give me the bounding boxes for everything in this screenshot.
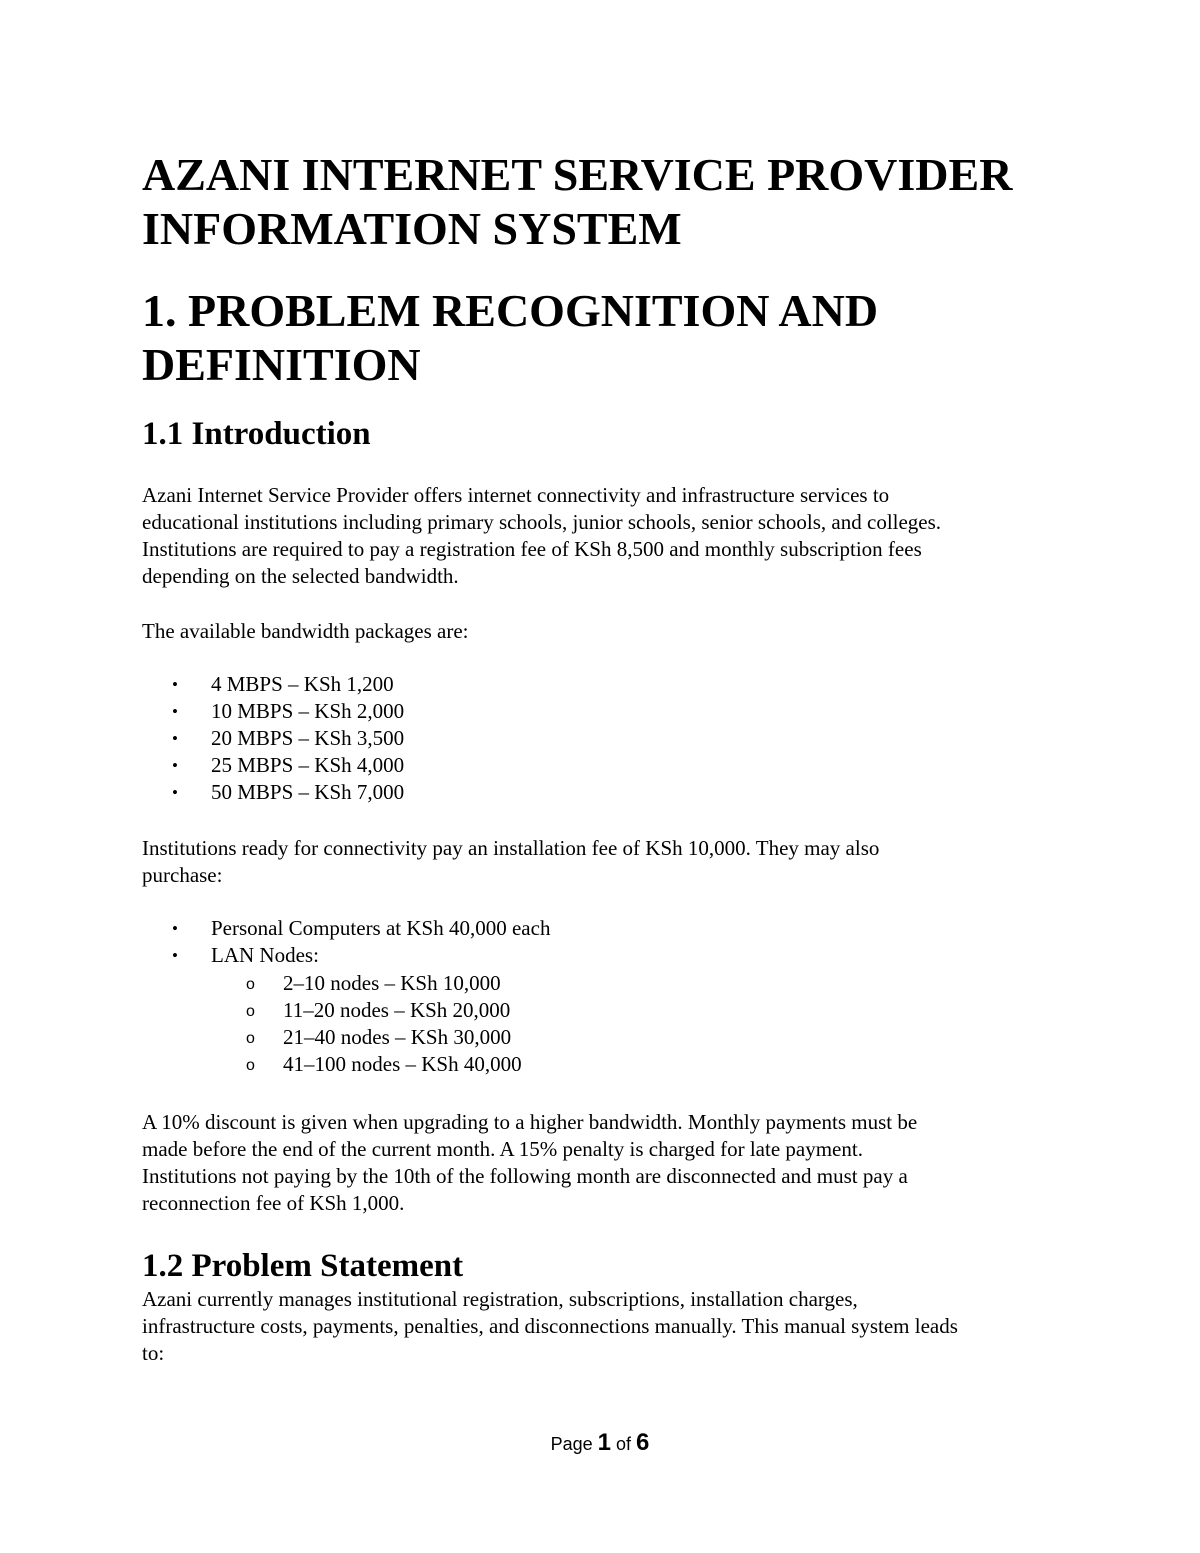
paragraph-line: reconnection fee of KSh 1,000.: [142, 1191, 405, 1215]
bullet-icon: •: [172, 783, 178, 802]
list-item: [0, 1051, 522, 1078]
introduction-paragraph: [142, 482, 941, 590]
paragraph-line: depending on the selected bandwidth.: [142, 564, 459, 588]
package-text: 25 MBPS – KSh 4,000: [211, 753, 405, 777]
package-text: 10 MBPS – KSh 2,000: [211, 699, 405, 723]
list-item: [0, 970, 522, 997]
bullet-icon: •: [172, 946, 178, 965]
lan-node-text: 2–10 nodes – KSh 10,000: [283, 971, 501, 995]
lan-node-text: 11–20 nodes – KSh 20,000: [283, 998, 511, 1022]
list-item: [0, 915, 550, 942]
bullet-icon: •: [172, 675, 178, 694]
introduction-heading: 1.1 Introduction: [142, 416, 371, 452]
sub-bullet-icon: o: [246, 976, 255, 993]
list-item: [0, 752, 404, 779]
package-text: 50 MBPS – KSh 7,000: [211, 780, 405, 804]
list-item: [0, 671, 404, 698]
sub-bullet-icon: o: [246, 1003, 255, 1020]
of-word: of: [616, 1434, 632, 1454]
section-heading-line-2: DEFINITION: [142, 339, 421, 390]
list-item: [0, 725, 404, 752]
discount-paragraph: [142, 1109, 917, 1217]
lan-nodes-list: [0, 970, 522, 1078]
problem-statement-heading: 1.2 Problem Statement: [142, 1248, 464, 1284]
paragraph-line: educational institutions including primary schools, junior schools, senior schools, and colleges.: [142, 510, 942, 534]
sub-bullet-icon: o: [246, 1057, 255, 1074]
lan-node-text: 41–100 nodes – KSh 40,000: [283, 1052, 522, 1076]
document-title-line-1: AZANI INTERNET SERVICE PROVIDER: [142, 149, 1013, 200]
list-item: [0, 997, 522, 1024]
sub-bullet-icon: o: [246, 1030, 255, 1047]
list-item: [0, 942, 550, 969]
paragraph-line: made before the end of the current month. A 15% penalty is charged for late payment.: [142, 1137, 863, 1161]
list-item: [0, 698, 404, 725]
list-item: [0, 779, 404, 806]
section-heading-line-1: 1. PROBLEM RECOGNITION AND: [142, 285, 879, 336]
bullet-icon: •: [172, 756, 178, 775]
bullet-icon: •: [172, 702, 178, 721]
paragraph-line: Azani Internet Service Provider offers internet connectivity and infrastructure services to: [142, 483, 890, 507]
document-title-line-2: INFORMATION SYSTEM: [142, 203, 682, 254]
paragraph-line: Institutions are required to pay a registration fee of KSh 8,500 and monthly subscription fees: [142, 537, 922, 561]
package-text: 20 MBPS – KSh 3,500: [211, 726, 405, 750]
paragraph-line: Azani currently manages institutional registration, subscriptions, installation charges,: [142, 1287, 858, 1311]
purchase-text: LAN Nodes:: [211, 943, 319, 967]
bullet-icon: •: [172, 919, 178, 938]
installation-paragraph: [142, 835, 879, 889]
page-word: Page: [550, 1434, 593, 1454]
purchase-text: Personal Computers at KSh 40,000 each: [211, 916, 551, 940]
lan-node-text: 21–40 nodes – KSh 30,000: [283, 1025, 512, 1049]
page-number: 1: [597, 1429, 611, 1456]
bullet-icon: •: [172, 729, 178, 748]
list-item: [0, 1024, 522, 1051]
paragraph-line: Institutions ready for connectivity pay an installation fee of KSh 10,000. They may also: [142, 836, 880, 860]
purchase-list: [0, 915, 550, 969]
problem-statement-paragraph: [142, 1286, 958, 1367]
packages-lead-text: The available bandwidth packages are:: [142, 619, 469, 643]
paragraph-line: purchase:: [142, 863, 223, 887]
paragraph-line: A 10% discount is given when upgrading to a higher bandwidth. Monthly payments must be: [142, 1110, 918, 1134]
page-footer: [0, 1428, 1200, 1459]
paragraph-line: to:: [142, 1341, 165, 1365]
paragraph-line: infrastructure costs, payments, penalties, and disconnections manually. This manual system leads: [142, 1314, 958, 1338]
bandwidth-package-list: [0, 671, 404, 806]
total-pages: 6: [636, 1429, 650, 1456]
paragraph-line: Institutions not paying by the 10th of the following month are disconnected and must pay a: [142, 1164, 908, 1188]
package-text: 4 MBPS – KSh 1,200: [211, 672, 394, 696]
